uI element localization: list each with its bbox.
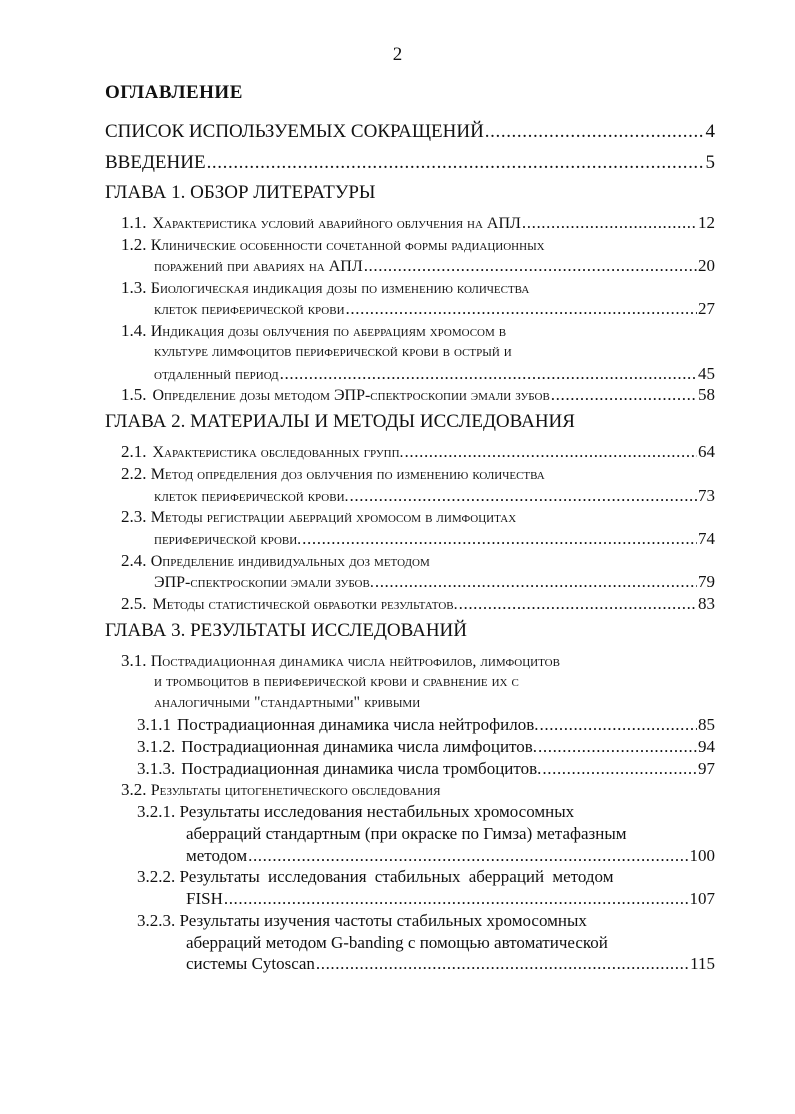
toc-entry-2-4[interactable] <box>121 550 430 572</box>
section-number: 1.3. <box>121 278 147 297</box>
toc-page-number: 27 <box>698 299 715 318</box>
toc-entry-1-2-cont[interactable] <box>154 255 715 277</box>
dot-leader <box>224 888 689 909</box>
toc-entry-title-line-1: Индикация дозы облучения по аберрациям хромосом в <box>150 323 507 340</box>
toc-entry-title: Пострадиационная динамика числа тромбоцитов. <box>181 759 542 778</box>
toc-page-number: 74 <box>698 529 715 548</box>
toc-page-number: 97 <box>698 759 715 778</box>
toc-page-number: 12 <box>698 213 715 232</box>
toc-entry-3-2[interactable] <box>121 779 440 801</box>
toc-entry-title: Результаты цитогенетического обследования <box>150 782 441 799</box>
toc-entry-2-3[interactable] <box>121 506 516 528</box>
page-title: ОГЛАВЛЕНИЕ <box>105 82 243 103</box>
toc-entry-1-4[interactable] <box>121 320 506 342</box>
toc-page-number: 115 <box>690 954 715 973</box>
toc-entry-3-2-2[interactable] <box>137 866 613 887</box>
section-number: 3.2.2. <box>137 867 176 886</box>
toc-entry-2-1[interactable] <box>121 441 715 463</box>
chapter-3-title[interactable]: ГЛАВА 3. РЕЗУЛЬТАТЫ ИССЛЕДОВАНИЙ <box>105 620 468 641</box>
toc-entry-title-line-1: Результаты исследования нестабильных хромосомных <box>179 802 575 821</box>
section-number: 3.1. <box>121 651 147 670</box>
toc-entry-title-line-3: отдаленный период <box>154 366 279 383</box>
toc-entry-title-line-2: клеток периферической крови. <box>154 488 349 505</box>
toc-entry-1-3-cont[interactable] <box>154 298 715 320</box>
toc-entry-3-2-3[interactable] <box>137 910 587 931</box>
toc-entry-title-line-2: культуре лимфоцитов периферической крови в острый и <box>154 343 512 360</box>
toc-page-number: 100 <box>689 846 715 865</box>
toc-page-number: 58 <box>698 385 715 404</box>
dot-leader <box>316 953 689 974</box>
toc-page-number: 45 <box>698 364 715 383</box>
toc-entry-1-3[interactable] <box>121 277 529 299</box>
toc-entry-1-5[interactable] <box>121 384 715 406</box>
dot-leader <box>538 736 697 757</box>
toc-page-number: 85 <box>698 715 715 734</box>
toc-entry-3-1[interactable] <box>121 650 560 672</box>
toc-entry-title: Характеристика обследованных групп. <box>152 444 404 461</box>
toc-entry-title: Пострадиационная динамика числа лимфоцитов. <box>181 737 538 756</box>
dot-leader <box>350 485 697 506</box>
section-number: 3.1.1 <box>137 715 171 734</box>
toc-entry-title: Определение дозы методом ЭПР-спектроскопии эмали зубов <box>152 387 550 404</box>
section-number: 3.1.3. <box>137 759 176 778</box>
dot-leader <box>405 441 697 462</box>
toc-entry-title-line-3: аналогичными "стандартными" кривыми <box>154 694 421 711</box>
toc-entry-3-2-3-cont[interactable] <box>186 953 715 974</box>
toc-entry-title-line-2: периферической крови. <box>154 531 302 548</box>
section-number: 1.4. <box>121 321 147 340</box>
toc-entry-2-3-cont[interactable] <box>154 528 715 550</box>
toc-entry-3-1-3[interactable] <box>137 758 715 779</box>
toc-entry-1-4-cont[interactable] <box>154 363 715 385</box>
toc-entry-title: Пострадиационная динамика числа нейтрофилов. <box>177 715 539 734</box>
toc-entry-title: СПИСОК ИСПОЛЬЗУЕМЫХ СОКРАЩЕНИЙ <box>105 121 484 142</box>
section-number: 3.2. <box>121 780 147 799</box>
toc-page-number: 94 <box>698 737 715 756</box>
dot-leader <box>346 298 697 319</box>
toc-page-number: 64 <box>698 442 715 461</box>
toc-entry-title-line-1: Результаты исследования стабильных аберраций методом <box>179 867 614 886</box>
dot-leader <box>375 571 697 592</box>
toc-entry-2-2-cont[interactable] <box>154 485 715 507</box>
toc-entry-3-2-1-cont[interactable] <box>186 845 715 866</box>
dot-leader <box>207 152 705 173</box>
toc-entry-title-line-3: системы Cytoscan <box>186 954 315 973</box>
section-number: 1.5. <box>121 385 147 404</box>
toc-entry-title-line-1: Результаты изучения частоты стабильных хромосомных <box>179 911 587 930</box>
dot-leader <box>459 593 697 614</box>
section-number: 2.4. <box>121 551 147 570</box>
toc-entry-title-line-2: поражений при авариях на АПЛ <box>154 258 363 275</box>
toc-page-number: 73 <box>698 486 715 505</box>
dot-leader <box>280 363 697 384</box>
toc-entry-title: ВВЕДЕНИЕ <box>105 152 206 173</box>
toc-entry-introduction[interactable] <box>105 152 715 173</box>
toc-entry-1-2[interactable] <box>121 234 545 256</box>
toc-entry-1-1[interactable] <box>121 212 715 234</box>
toc-entry-3-2-1[interactable] <box>137 801 574 822</box>
toc-entry-title: Методы статистической обработки результатов. <box>152 596 458 613</box>
dot-leader <box>248 845 688 866</box>
toc-page-number: 79 <box>698 572 715 591</box>
dot-leader <box>540 714 698 735</box>
dot-leader <box>551 384 697 405</box>
toc-entry-title-line-2: FISH <box>186 889 223 908</box>
section-number: 2.2. <box>121 464 147 483</box>
toc-page-number: 20 <box>698 256 715 275</box>
chapter-2-title[interactable]: ГЛАВА 2. МАТЕРИАЛЫ И МЕТОДЫ ИССЛЕДОВАНИЯ <box>105 411 575 432</box>
toc-entry-title-line-3: методом <box>186 846 248 865</box>
section-number: 2.5. <box>121 594 147 613</box>
toc-page-number: 83 <box>698 594 715 613</box>
section-number: 3.2.3. <box>137 911 176 930</box>
toc-entry-abbreviations[interactable] <box>105 121 715 142</box>
section-number: 2.3. <box>121 507 147 526</box>
toc-entry-title-line-1: Биологическая индикация дозы по изменению количества <box>150 280 530 297</box>
chapter-1-title[interactable]: ГЛАВА 1. ОБЗОР ЛИТЕРАТУРЫ <box>105 182 376 203</box>
dot-leader <box>522 212 697 233</box>
section-number: 3.2.1. <box>137 802 176 821</box>
toc-entry-2-5[interactable] <box>121 593 715 615</box>
toc-entry-title-line-1: Метод определения доз облучения по изменению количества <box>150 466 545 483</box>
section-number: 2.1. <box>121 442 147 461</box>
toc-entry-2-2[interactable] <box>121 463 545 485</box>
toc-entry-3-2-2-cont[interactable] <box>186 888 715 909</box>
section-number: 1.1. <box>121 213 147 232</box>
toc-entry-title-line-2: аберраций методом G-banding с помощью автоматической <box>186 933 608 952</box>
dot-leader <box>302 528 697 549</box>
toc-entry-title-line-2: аберраций стандартным (при окраске по Гимза) метафазным <box>186 824 627 843</box>
toc-entry-title-line-2: ЭПР-спектроскопии эмали зубов. <box>154 574 374 591</box>
toc-entry-3-1-1[interactable] <box>137 714 715 735</box>
section-number: 3.1.2. <box>137 737 176 756</box>
toc-entry-title-line-1: Определение индивидуальных доз методом <box>150 553 430 570</box>
toc-entry-2-4-cont[interactable] <box>154 571 715 593</box>
toc-entry-title-line-1: Пострадиационная динамика числа нейтрофилов, лимфоцитов <box>150 653 560 670</box>
toc-entry-title-line-1: Клинические особенности сочетанной формы радиационных <box>150 237 545 254</box>
toc-entry-title-line-2: и тромбоцитов в периферической крови и сравнение их с <box>154 673 519 690</box>
toc-entry-title-line-2: клеток периферической крови <box>154 301 345 318</box>
toc-page-number: 5 <box>705 152 715 173</box>
toc-entry-title-line-1: Методы регистрации аберраций хромосом в лимфоцитах <box>150 509 517 526</box>
dot-leader <box>485 121 705 142</box>
toc-entry-title: Характеристика условий аварийного облучения на АПЛ <box>152 215 521 232</box>
toc-entry-3-1-2[interactable] <box>137 736 715 757</box>
toc-page-number: 107 <box>689 889 715 908</box>
section-number: 1.2. <box>121 235 147 254</box>
dot-leader <box>542 758 697 779</box>
toc-page-number: 4 <box>705 121 715 142</box>
dot-leader <box>364 255 697 276</box>
page-number: 2 <box>392 44 403 65</box>
